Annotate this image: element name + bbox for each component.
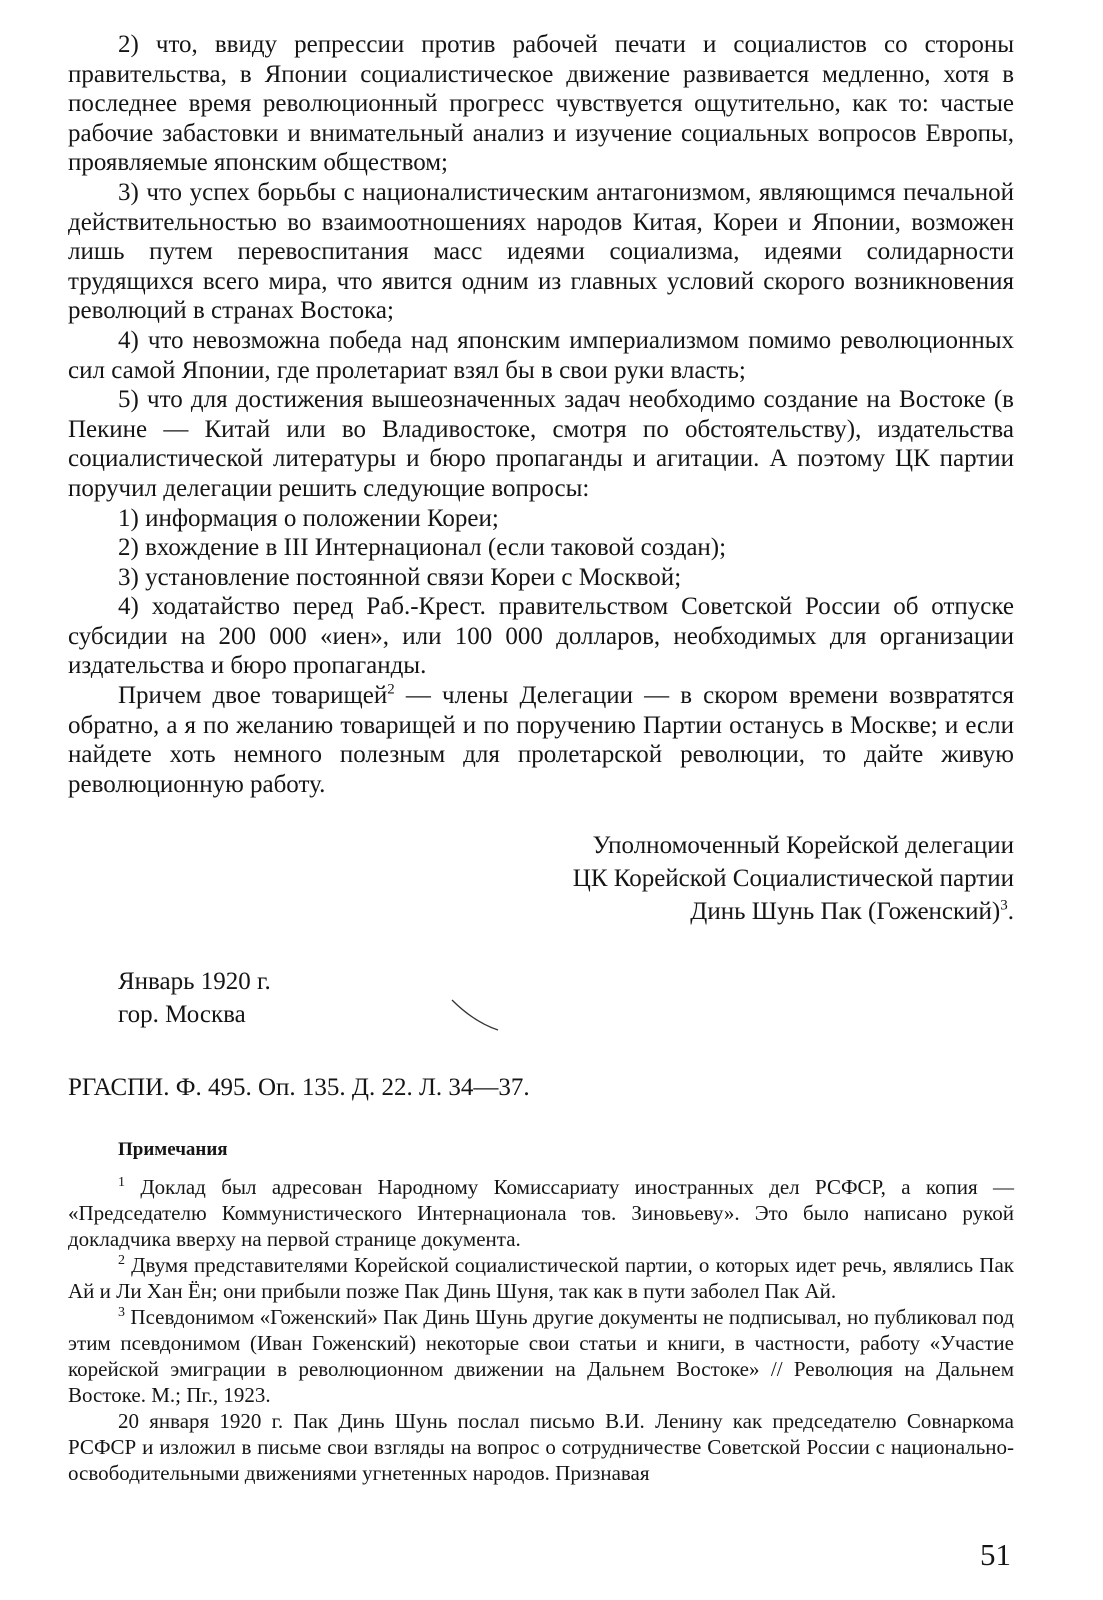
signature-line	[68, 895, 1014, 928]
archive-reference: РГАСПИ. Ф. 495. Оп. 135. Д. 22. Л. 34—37.	[68, 1074, 530, 1102]
paragraph: 4) что невозможна победа над японским империализмом помимо революционных сил самой Японии, где пролетариат взял бы в свои руки власть;	[68, 326, 1014, 384]
note-text: Доклад был адресован Народному Комиссариату иностранных дел РСФСР, а копия — «Председателю Коммунистического Интернационала тов. Зиновьеву». Это было написано рукой докладчика вверху на первой странице документа.	[68, 1175, 1014, 1252]
signer-name-end: .	[1007, 898, 1014, 926]
place-line: гор. Москва	[118, 1001, 246, 1029]
main-text	[68, 30, 1014, 799]
signature-line: Уполномоченный Корейской делегации	[592, 832, 1014, 860]
notes-heading: Примечания	[118, 1139, 228, 1161]
paragraph: 5) что для достижения вышеозначенных задач необходимо создание на Востоке (в Пекине — Китай или во Владивостоке, смотря по обстоятельству), издательства социалистической литературы и бюро пропаганды и агитации. А поэтому ЦК партии поручил делегации решить следующие вопросы:	[68, 386, 1014, 502]
note-text: Псевдонимом «Гоженский» Пак Динь Шунь другие документы не подписывал, но публиковал под этим псевдонимом (Иван Гоженский) некоторые свои статьи и книги, в частности, работу «Участие корейской эмиграции в революционном движении на Дальнем Востоке» // Революция на Дальнем Востоке. М.; Пг., 1923.	[68, 1305, 1014, 1408]
paragraph: 3) установление постоянной связи Кореи с Москвой;	[118, 563, 682, 591]
paragraph-text: — члены Делегации — в скором времени возвратятся обратно, а я по желанию товарищей и по поручению Партии останусь в Москве; и если найдете хоть немного полезным для пролетарской революции, то дайте живую революционную работу.	[68, 682, 1014, 798]
footnote-ref: 3	[1000, 898, 1008, 915]
note-item	[68, 1304, 1014, 1408]
paragraph	[68, 681, 1014, 799]
note-number: 1	[118, 1175, 125, 1191]
notes-list	[68, 1174, 1014, 1486]
paragraph: 1) информация о положении Кореи;	[118, 504, 499, 532]
signature-block	[68, 829, 1014, 928]
footnote-ref: 2	[387, 681, 395, 698]
pen-stroke-mark	[450, 998, 500, 1032]
signer-name: Динь Шунь Пак (Гоженский)	[690, 898, 1001, 926]
date-line: Январь 1920 г.	[118, 968, 271, 996]
paragraph: 4) ходатайство перед Раб.-Крест. правительством Советской России об отпуске субсидии на 200 000 «иен», или 100 000 долларов, необходимых для организации издательства и бюро пропаганды.	[68, 593, 1014, 680]
page-number: 51	[980, 1537, 1011, 1572]
date-block	[68, 965, 1014, 1031]
paragraph-text: Причем двое товарищей	[118, 682, 388, 710]
paragraph: 2) вхождение в III Интернационал (если таковой создан);	[118, 534, 727, 562]
signature-line: ЦК Корейской Социалистической партии	[572, 865, 1014, 893]
paragraph: 3) что успех борьбы с националистическим антагонизмом, являющимся печальной действительностью во взаимоотношениях народов Китая, Кореи и Японии, возможен лишь путем перевоспитания масс идеями социализма, идеями солидарности трудящихся всего мира, что явится одним из главных условий скорого возникновения революций в странах Востока;	[68, 178, 1014, 325]
document-page	[68, 30, 1014, 1486]
paragraph: 2) что, ввиду репрессии против рабочей печати и социалистов со стороны правительства, в Японии социалистическое движение развивается медленно, хотя в последнее время революционный прогресс чувствуется ощутительно, как то: частые рабочие забастовки и внимательный анализ и изучение социальных вопросов Европы, проявляемые японским обществом;	[68, 31, 1014, 177]
note-number: 3	[118, 1305, 125, 1321]
note-item	[68, 1252, 1014, 1304]
note-text: Двумя представителями Корейской социалистической партии, о которых идет речь, являлись Пак Ай и Ли Хан Ён; они прибыли позже Пак Динь Шуня, так как в пути заболел Пак Ай.	[68, 1253, 1014, 1304]
note-item	[68, 1408, 1014, 1486]
note-number: 2	[118, 1253, 125, 1269]
note-text: 20 января 1920 г. Пак Динь Шунь послал письмо В.И. Ленину как председателю Совнаркома РСФСР и изложил в письме свои взгляды на вопрос о сотрудничестве Советской России с национально-освободительными движениями угнетенных народов. Признавая	[68, 1409, 1014, 1486]
note-item	[68, 1174, 1014, 1252]
